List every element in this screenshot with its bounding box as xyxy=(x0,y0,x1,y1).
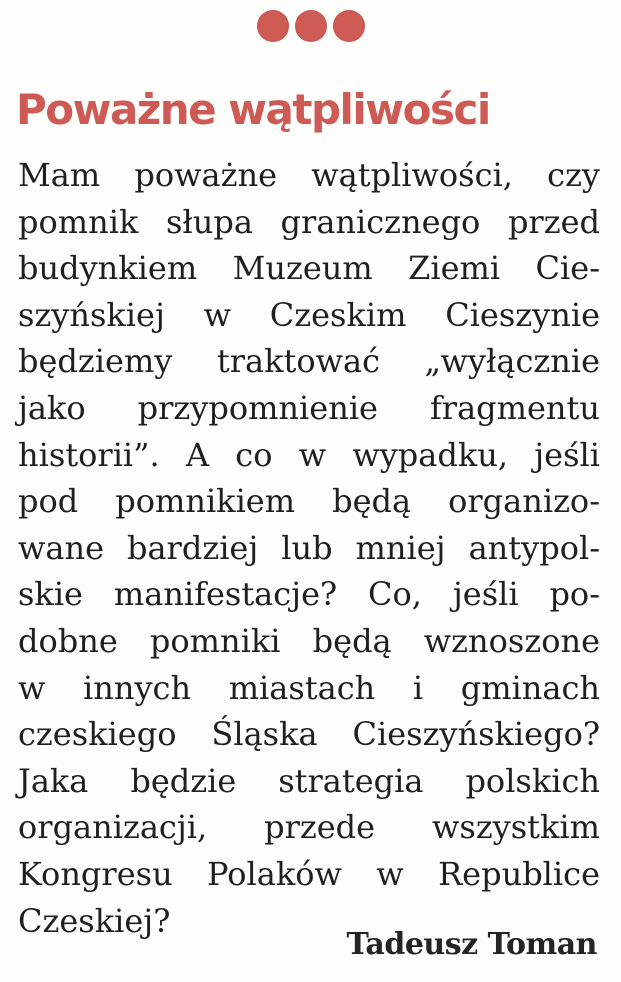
body-line: pod pomnikiem będą organizo- xyxy=(18,482,600,521)
body-line: szyńskiej w Czeskim Cieszynie xyxy=(18,295,600,334)
body-line: skie manifestacje? Co, jeśli po- xyxy=(18,575,600,614)
dot-icon xyxy=(333,10,365,42)
body-line: czeskiego Śląska Cieszyńskiego? xyxy=(18,715,600,754)
author-signature: Tadeusz Toman xyxy=(346,927,597,962)
body-line: organizacji, przede wszystkim xyxy=(18,808,600,847)
body-line: jako przypomnienie fragmentu xyxy=(18,388,600,427)
body-line: Jaka będzie strategia polskich xyxy=(18,761,600,800)
body-line: będziemy traktować „wyłącznie xyxy=(18,342,600,381)
dot-icon xyxy=(257,10,289,42)
article-headline: Poważne wątpliwości xyxy=(16,85,490,134)
body-line: Czeskiej? xyxy=(18,901,171,940)
dot-icon xyxy=(295,10,327,42)
body-line: budynkiem Muzeum Ziemi Cie- xyxy=(18,249,600,288)
body-line: Kongresu Polaków w Republice xyxy=(18,854,600,893)
body-line: dobne pomniki będą wznoszone xyxy=(18,621,600,660)
article-body xyxy=(18,152,600,944)
body-line: w innych miastach i gminach xyxy=(18,668,600,707)
body-line: historii”. A co w wypadku, jeśli xyxy=(18,435,600,474)
body-line: Mam poważne wątpliwości, czy xyxy=(18,156,600,194)
section-marker-dots xyxy=(0,10,621,46)
body-line: wane bardziej lub mniej antypol- xyxy=(18,528,600,567)
body-line: pomnik słupa granicznego przed xyxy=(18,202,600,241)
